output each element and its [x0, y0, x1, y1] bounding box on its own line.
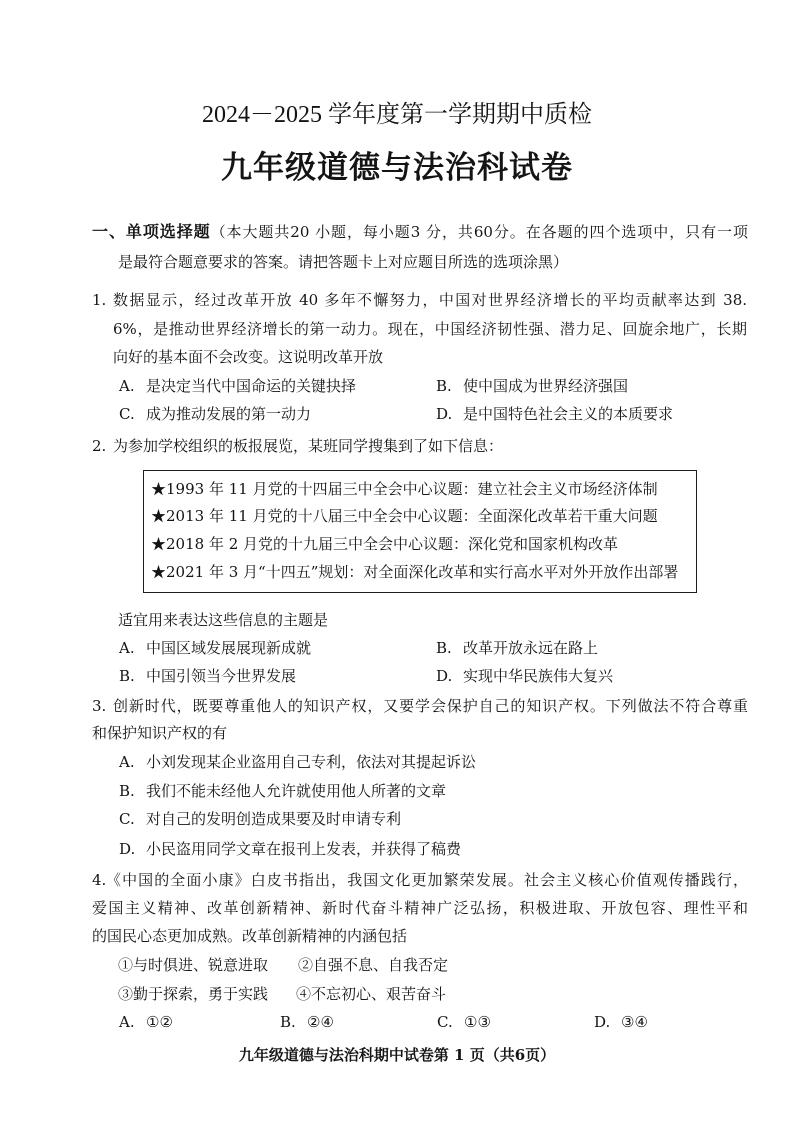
- option-label: C.: [119, 810, 135, 828]
- question-3-option-b: [119, 780, 446, 802]
- question-2-option-b: [436, 637, 598, 659]
- question-4-statement: ④不忘初心、艰苦奋斗: [296, 985, 447, 1003]
- question-4-statement: ②自强不息、自我否定: [298, 956, 449, 974]
- question-4-number: 4.: [92, 871, 107, 889]
- question-1-number: 1.: [92, 291, 107, 309]
- question-4-option-c: [437, 1011, 491, 1033]
- option-label: B.: [119, 667, 135, 685]
- info-box-item: ★2018 年 2 月党的十九届三中全会中心议题：深化党和国家机构改革: [151, 535, 619, 553]
- option-text: ①③: [464, 1013, 491, 1031]
- question-1-stem-line: 6%，是推动世界经济增长的第一动力。现在，中国经济韧性强、潜力足、回旋余地广，长期: [113, 320, 747, 338]
- section-header-line: [92, 221, 748, 243]
- question-2-option-c: [119, 665, 296, 687]
- option-text: 小刘发现某企业盗用自己专利，依法对其提起诉讼: [146, 753, 477, 771]
- option-text: 我们不能未经他人允许就使用他人所著的文章: [146, 782, 447, 800]
- option-label: C.: [119, 405, 135, 423]
- question-3-stem-line: 和保护知识产权的有: [92, 724, 228, 742]
- question-1-stem-line: 向好的基本面不会改变。这说明改革开放: [113, 348, 384, 366]
- option-label: D.: [119, 840, 136, 858]
- option-label: A.: [119, 377, 135, 395]
- question-2-option-a: [119, 637, 311, 659]
- option-text: 小民盗用同学文章在报刊上发表，并获得了稿费: [146, 840, 462, 858]
- question-3-stem-line: 创新时代，既要尊重他人的知识产权，又要学会保护自己的知识产权。下列做法不符合尊重: [113, 697, 748, 715]
- section-note-continued: 是最符合题意要求的答案。请把答题卡上对应题目所选的选项涂黑）: [118, 253, 569, 271]
- option-text: 实现中华民族伟大复兴: [463, 667, 614, 685]
- question-1-option-b: [436, 375, 628, 397]
- option-text: 成为推动发展的第一动力: [146, 405, 312, 423]
- info-box: [143, 470, 697, 593]
- question-2-prompt: 适宜用来表达这些信息的主题是: [118, 611, 329, 629]
- question-1-option-c: [119, 403, 311, 425]
- info-box-item: ★2021 年 3 月“十四五”规划：对全面深化改革和实行高水平对外开放作出部署: [151, 563, 679, 581]
- question-4-option-b: [280, 1011, 334, 1033]
- option-text: 是中国特色社会主义的本质要求: [463, 405, 674, 423]
- question-2-number: 2.: [92, 437, 107, 455]
- option-label: C.: [437, 1013, 453, 1031]
- info-box-item: ★2013 年 11 月党的十八届三中全会中心议题：全面深化改革若干重大问题: [151, 507, 658, 525]
- question-3-number: 3.: [92, 697, 107, 715]
- option-label: B.: [280, 1013, 296, 1031]
- option-text: ③④: [621, 1013, 648, 1031]
- question-3-option-c: [119, 808, 401, 830]
- question-4-statement: ③勤于探索，勇于实践: [118, 985, 269, 1003]
- option-text: ②④: [307, 1013, 334, 1031]
- option-label: A.: [119, 1013, 135, 1031]
- option-label: B.: [436, 377, 452, 395]
- question-4-option-a: [119, 1011, 173, 1033]
- question-4-stem-line: 爱国主义精神、改革创新精神、新时代奋斗精神广泛弘扬，积极进取、开放包容、理性平和: [92, 899, 748, 917]
- question-4-statement: ①与时俱进、锐意进取: [118, 956, 269, 974]
- exam-title: 2024－2025 学年度第一学期期中质检: [202, 102, 592, 128]
- option-label: D.: [436, 667, 453, 685]
- option-label: D.: [594, 1013, 611, 1031]
- section-heading: 一、单项选择题: [92, 222, 211, 241]
- question-1-option-d: [436, 403, 673, 425]
- option-label: B.: [119, 782, 135, 800]
- option-label: D.: [436, 405, 453, 423]
- question-1-stem-line: 数据显示，经过改革开放 40 多年不懈努力，中国对世界经济增长的平均贡献率达到 38.: [113, 291, 747, 309]
- option-label: B.: [436, 639, 452, 657]
- question-2-option-d: [436, 665, 613, 687]
- question-3-option-d: [119, 838, 461, 860]
- exam-subtitle: 九年级道德与法治科试卷: [221, 150, 573, 186]
- question-4-stem-line: 的国民心态更加成熟。改革创新精神的内涵包括: [92, 927, 408, 945]
- option-text: 中国区域发展展现新成就: [146, 639, 312, 657]
- question-4-stem-line: 《中国的全面小康》白皮书指出，我国文化更加繁荣发展。社会主义核心价值观传播践行，: [106, 871, 748, 889]
- info-box-item: ★1993 年 11 月党的十四届三中全会中心议题：建立社会主义市场经济体制: [151, 480, 658, 498]
- question-4-option-d: [594, 1011, 648, 1033]
- option-label: A.: [119, 639, 135, 657]
- question-1-option-a: [119, 375, 356, 397]
- option-text: 对自己的发明创造成果要及时申请专利: [146, 810, 402, 828]
- option-text: 使中国成为世界经济强国: [463, 377, 629, 395]
- option-text: 是决定当代中国命运的关键抉择: [146, 377, 357, 395]
- option-text: 改革开放永远在路上: [463, 639, 599, 657]
- question-2-stem-line: 为参加学校组织的板报展览，某班同学搜集到了如下信息：: [113, 437, 504, 455]
- page-footer: 九年级道德与法治科期中试卷第 1 页（共6页）: [238, 1046, 556, 1064]
- section-note: （本大题共20 小题，每小题3 分，共60分。在各题的四个选项中，只有一项: [210, 223, 748, 241]
- option-text: 中国引领当今世界发展: [146, 667, 297, 685]
- option-label: A.: [119, 753, 135, 771]
- option-text: ①②: [146, 1013, 173, 1031]
- question-3-option-a: [119, 751, 476, 773]
